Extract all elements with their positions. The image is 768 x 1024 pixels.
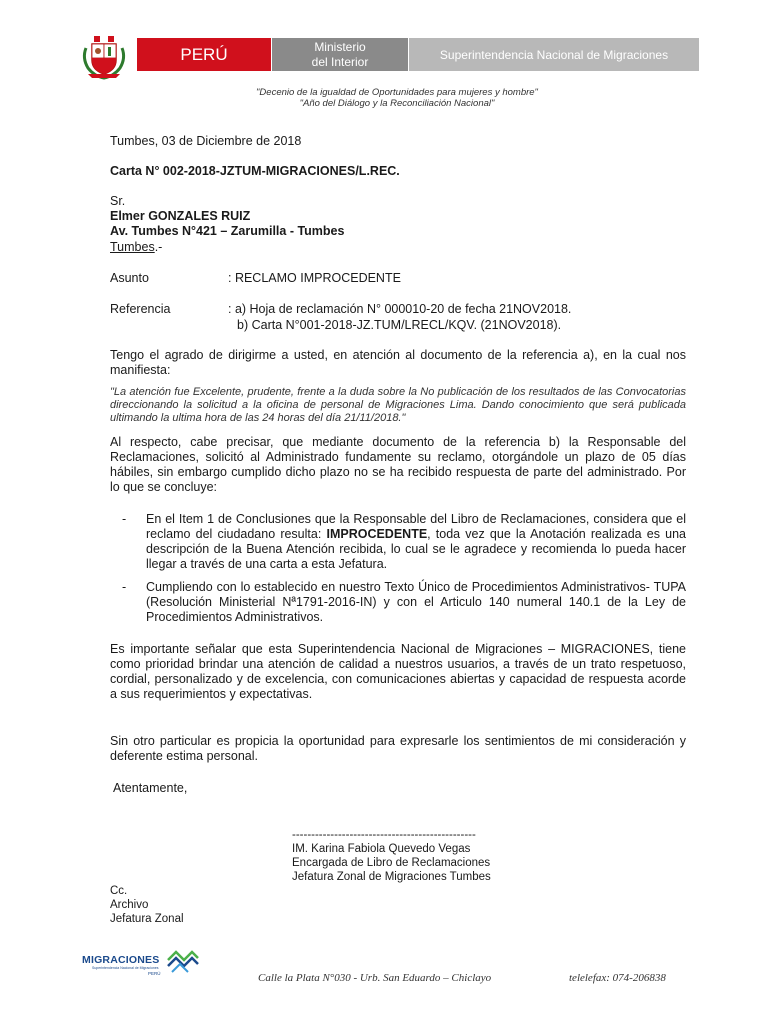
recipient-city-suffix: .- <box>154 240 163 254</box>
sin-otro-paragraph: Sin otro particular es propicia la oportunidad para expresarle los sentimientos de mi consideración y deferente estima personal. <box>110 734 686 763</box>
superintendencia-banner <box>409 38 699 71</box>
asunto-label: Asunto <box>110 271 149 285</box>
bullet1-before: En el Item 1 de Conclusiones que la Responsable del Libro de Reclamaciones, considera que el reclamo del ciudadano resulta: <box>146 512 686 541</box>
bullet1-after: , toda vez que la Anotación realizada es una descripción de la Buena Atención recibida, lo cual se le agradece y recomienda lo pueda hacer llegar a través de una carta a esta Jefatura. <box>146 527 686 571</box>
footer-phone: telelefax: 074-206838 <box>569 972 666 984</box>
motto-line1: "Decenio de la igualdad de Oportunidades para mujeres y hombre" <box>256 87 538 98</box>
recipient-city: Tumbes <box>110 240 155 254</box>
logo-subtext: Superintendencia Nacional de Migraciones <box>92 966 159 970</box>
quote-paragraph: "La atención fue Excelente, prudente, frente a la duda sobre la No publicación de los resultados de las Convocatorias direccionando la solicitud a la oficina de personal de Migraciones Lima. Dando conocimiento que será publicada ultimando la ultima hora de las 24 horas del día 21/11/2018." <box>110 386 686 424</box>
ministerio-banner <box>272 38 408 71</box>
respecto-paragraph: Al respecto, cabe precisar, que mediante documento de la referencia b) la Responsable del Reclamaciones, solicitó al Administrado fundamente su reclamo, otorgándole un plazo de 05 días hábiles, sin embargo cumplido dicho plazo no se ha recibido respuesta de parte del administrado. Por lo que se concluye: <box>110 435 686 494</box>
recipient-city-line <box>110 240 162 255</box>
closing: Atentamente, <box>113 781 188 795</box>
cc-item-archivo: Archivo <box>110 899 149 911</box>
importante-paragraph: Es importante señalar que esta Superintendencia Nacional de Migraciones – MIGRACIONES, tiene como prioridad brindar una atención de calidad a nuestros usuarios, a través de un trato respetuoso, cordial, personalizado y de excelencia, con comunicaciones abiertas y capacidad de respuesta acorde a sus requerimientos y expectativas. <box>110 642 686 701</box>
bullet-item-2: Cumpliendo con lo establecido en nuestro Texto Único de Procedimientos Administrativos- TUPA (Resolución Ministerial Nª1791-2016-IN) y con el Articulo 140 numeral 140.1 de la Ley de Procedimientos Administrativos. <box>146 580 686 624</box>
peru-label: PERÚ <box>180 44 228 64</box>
superintendencia-label: Superintendencia Nacional de Migraciones <box>439 47 669 62</box>
bullet-item-1 <box>146 512 686 572</box>
referencia-b: b) Carta N°001-2018-JZ.TUM/LRECL/KQV. (21NOV2018). <box>237 318 562 332</box>
signatory-name: IM. Karina Fabiola Quevedo Vegas <box>292 843 471 855</box>
referencia-label: Referencia <box>110 302 171 316</box>
referencia-a: : a) Hoja de reclamación N° 000010-20 de fecha 21NOV2018. <box>228 302 572 316</box>
bullet-dash-2: - <box>122 580 127 594</box>
cc-item-jefatura: Jefatura Zonal <box>110 913 184 925</box>
migraciones-logo <box>82 946 200 980</box>
signatory-office: Jefatura Zonal de Migraciones Tumbes <box>292 871 491 883</box>
cc-label: Cc. <box>110 885 128 897</box>
intro-paragraph: Tengo el agrado de dirigirme a usted, en atención al documento de la referencia a), en la cual nos manifiesta: <box>110 348 686 377</box>
bullet-dash-1: - <box>122 512 127 526</box>
ministerio-line2: del Interior <box>311 54 369 69</box>
salutation: Sr. <box>110 194 126 208</box>
national-crest-icon <box>80 34 128 80</box>
place-date: Tumbes, 03 de Diciembre de 2018 <box>110 134 302 148</box>
footer-address: Calle la Plata N°030 - Urb. San Eduardo – Chiclayo <box>258 972 492 984</box>
asunto-value: : RECLAMO IMPROCEDENTE <box>228 271 401 285</box>
carta-number: Carta N° 002-2018-JZTUM-MIGRACIONES/L.REC. <box>110 164 400 178</box>
signatory-role: Encargada de Libro de Reclamaciones <box>292 857 491 869</box>
signature-line: ------------------------------------------------ <box>292 829 476 841</box>
recipient-name: Elmer GONZALES RUIZ <box>110 209 251 223</box>
peru-banner <box>137 38 271 71</box>
motto-line2: "Año del Diálogo y la Reconciliación Nacional" <box>299 98 495 109</box>
bullet1-bold: IMPROCEDENTE <box>326 527 428 541</box>
logo-country: PERÚ <box>148 971 161 976</box>
ministerio-line1: Ministerio <box>314 39 366 54</box>
recipient-address: Av. Tumbes N°421 – Zarumilla - Tumbes <box>110 224 345 238</box>
logo-text: MIGRACIONES <box>82 954 160 966</box>
